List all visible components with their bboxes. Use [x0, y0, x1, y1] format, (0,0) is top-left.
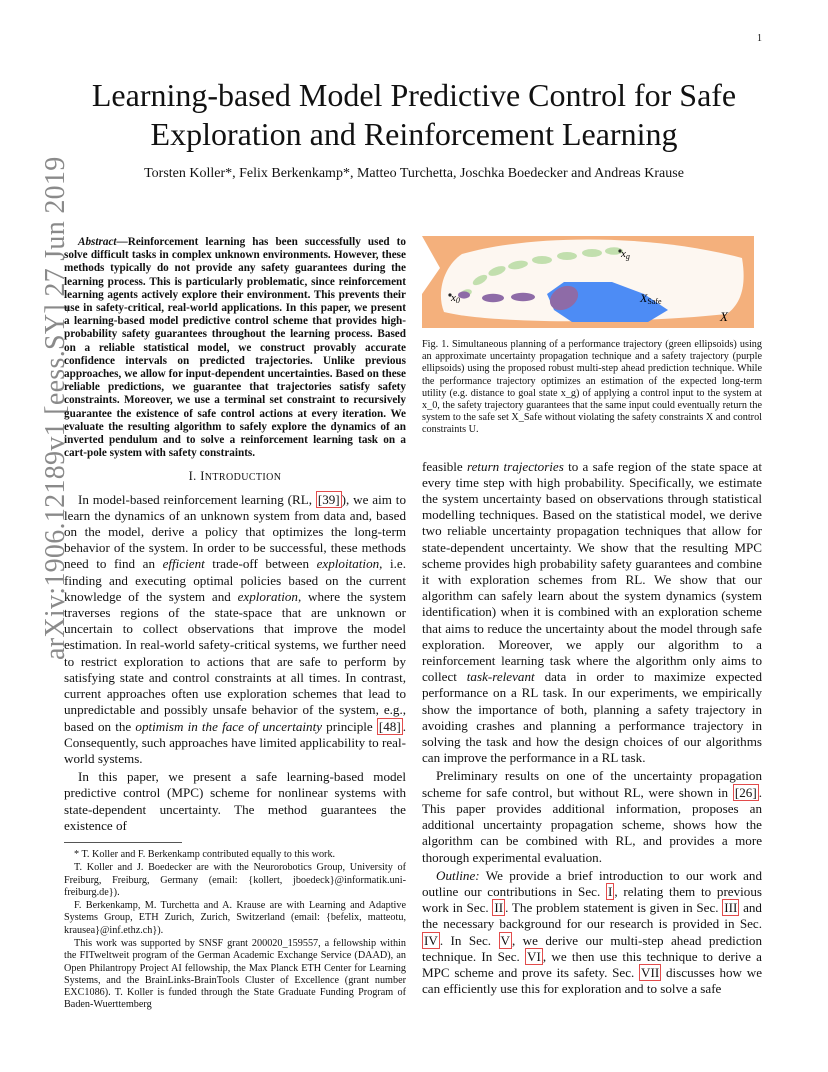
right-paragraph-1: [422, 459, 762, 767]
emphasis: optimism in the face of uncertainty: [135, 718, 323, 734]
emphasis: efficient: [162, 556, 205, 572]
abstract-text: —Reinforcement learning has been successfully used to solve difficult tasks in complex unknown environments. However, these methods typically do not provide any safety guarantees during the learning process. This is particularly problematic, since reinforcement learning agents actively explore their environment. This prevents their use in safety-critical, real-world applications. In this paper, we present a learning-based model predictive control scheme that provides high-probability safety guarantees throughout the learning process. Based on a reliable statistical model, we construct provably accurate confidence intervals on predicted trajectories. Unlike previous approaches, we allow for input-dependent uncertainties. Based on these reliable predictions, we guarantee that trajectories satisfy safety constraints. Moreover, we use a terminal set constraint to recursively guarantee the existence of safe control actions at every iteration. We evaluate the resulting algorithm to safely explore the dynamics of an inverted pendulum and to solve a reinforcement learning task on a cart-pole system with safety constraints.: [64, 236, 406, 460]
emphasis: exploration: [237, 588, 298, 604]
section-link-4[interactable]: IV: [424, 932, 438, 948]
text-run: and the necessary background for our research is provided in Sec.: [422, 900, 762, 932]
section-link-2[interactable]: II: [494, 900, 504, 916]
text-run: , i.e. finding and executing optimal policies based on the current knowledge of the system and: [64, 556, 406, 604]
citation-link-26[interactable]: [26]: [734, 784, 757, 800]
arxiv-identifier[interactable]: arXiv:1906.12189v1 [eess.SY] 27 Jun 2019: [40, 156, 71, 660]
abstract: [64, 236, 406, 460]
figure-safe-exploration: [422, 236, 754, 328]
left-column: [64, 236, 406, 1012]
footnote: F. Berkenkamp, M. Turchetta and A. Krause are with Learning and Adaptive Systems Group, ETH Zurich, Zurich, Switzerland (email: {befelix, matteotu, krausea}@inf.ethz.ch}).: [64, 900, 406, 936]
text-run: discusses how we can efficiently use this for exploration and to solve a safe: [422, 964, 763, 997]
text-run: . The problem statement is given in Sec.: [505, 900, 723, 916]
initial-state-label: x0: [451, 292, 460, 305]
emphasis: task-relevant: [466, 669, 535, 685]
figure-caption: Fig. 1. Simultaneous planning of a performance trajectory (green ellipsoids) using an approximate uncertainty propagation technique and a safety trajectory (purple ellipsoids) using the proposed robust multi-step ahead prediction technique. While the performance trajectory optimizes an estimation of the expected long-term utility (e.g. distance to goal state x_g) of applying a control input to the system at x_0, the safety trajectory guarantees that the same input could eventually return the system to the safe set X_Safe without violating the safety constraints X and control constraints U.: [422, 339, 762, 436]
footnote-rule: [64, 842, 182, 843]
author-list: Torsten Koller*, Felix Berkenkamp*, Matteo Turchetta, Joschka Boedecker and Andreas Krause: [144, 166, 684, 181]
text-run: trade-off between: [204, 556, 317, 572]
section-link-7[interactable]: VII: [641, 964, 660, 980]
emphasis: exploitation: [316, 556, 380, 572]
section-initial: I: [200, 469, 205, 484]
state-space-label: X: [720, 309, 728, 324]
section-heading-introduction: [64, 468, 406, 486]
text-run: . This paper provides additional information, proposes an additional uncertainty propagation scheme, shows how the algorithm can be combined with RL, and provides a more thorough experimental evaluation.: [422, 784, 762, 865]
emphasis: return trajectories: [466, 458, 564, 474]
page-number: 1: [757, 33, 762, 44]
footnote: This work was supported by SNSF grant 200020_159557, a fellowship within the FITweltweit program of the German Academic Exchange Service (DAAD), an Open Philantropy Project AI fellowship, the Max Planck ETH Center for Learning Systems, and the BrainLinks-BrainTools Cluster of Excellence (grant number EXC1086). T. Koller is funded through the State Graduate Funding Program of Baden-Wuerttemberg: [64, 938, 406, 1011]
text-run: . Consequently, such approaches have limited applicability to real-world systems.: [64, 718, 406, 766]
citation-link-48[interactable]: [48]: [378, 718, 401, 734]
right-paragraph-2: [422, 768, 762, 865]
text-run: data in order to maximize expected performance on a RL task. In our experiments, we empirically show the importance of both, planning a safety trajectory in avoiding crashes and planning a performance trajectory in solving the task and how the design choices of our algorithms can improve the performance in a RL task.: [422, 669, 762, 766]
text-run: to a safe region of the state space at every time step with high probability. Specifically, we estimate the system uncertainty based on observations through statistical modelling techniques. Based on the statistical model, we derive two reliable uncertainty propagation techniques that allow for state-dependent uncertainty. We show that the resulting MPC scheme provides high probability safety guarantees and combine it with exploration schemes from RL. We show that our algorithm can safely learn about the system dynamics (system identification) when it is combined with an exploration scheme that aims to reduce the uncertainty about the model through safe exploration. Moreover, we apply our algorithm to a reinforcement learning task where the algorithm only aims to collect: [422, 458, 762, 685]
text-run: We provide a brief introduction to our work and outline our contributions in Sec.: [422, 867, 762, 899]
right-body: [422, 459, 762, 998]
text-run: feasible: [422, 458, 467, 474]
safe-set-label: XSafe: [640, 291, 662, 306]
section-number: I.: [188, 469, 201, 484]
footnotes: [64, 849, 406, 1012]
text-run: . In Sec.: [439, 932, 499, 948]
section-rest: NTRODUCTION: [204, 472, 282, 484]
intro-paragraph-2: In this paper, we present a safe learning-based model predictive control (MPC) scheme for nonlinear systems with state-dependent uncertainty. The method guarantees the existence of: [64, 769, 406, 833]
goal-state-label: xg: [621, 248, 630, 261]
text-run: In model-based reinforcement learning (RL,: [78, 491, 316, 507]
section-link-5[interactable]: V: [500, 932, 510, 948]
abstract-label: Abstract: [78, 236, 117, 248]
text-run: principle: [322, 718, 377, 734]
title-block: [60, 76, 768, 182]
section-link-1[interactable]: I: [607, 883, 613, 899]
text-run: , we then use this technique to derive a MPC scheme and prove its safety. Sec.: [422, 948, 762, 980]
right-paragraph-3: [422, 868, 762, 998]
footnote: * T. Koller and F. Berkenkamp contributed equally to this work.: [74, 848, 336, 860]
text-run: , we derive our multi-step ahead prediction technique. In Sec.: [422, 932, 762, 964]
outline-label: Outline:: [436, 867, 480, 883]
text-run: Preliminary results on one of the uncertainty propagation scheme for safe control, but without RL, were shown in: [422, 768, 762, 800]
section-link-3[interactable]: III: [724, 900, 738, 916]
text-run: , where the system traverses regions of the state-space that are unknown or uncertain to collect observations that improve the model estimation. In real-world safety-critical systems, we further need to restrict exploration to actions that are safe to perform by satisfying state and control constraints at all times. In contrast, current approaches often use exploration schemes that lead to unpredictable and possibly unsafe behavior of the system, e.g., based on the: [64, 588, 406, 734]
title-line-2: Exploration and Reinforcement Learning: [150, 116, 678, 152]
text-run: ), we aim to learn the dynamics of an unknown system from data and, based on the model, derive a policy that optimizes the long-term behavior of the system. In order to be successful, these methods need to find an: [64, 491, 406, 572]
right-column: [422, 236, 762, 997]
citation-link-39[interactable]: [39]: [317, 491, 340, 507]
title-line-1: Learning-based Model Predictive Control for Safe: [91, 77, 737, 113]
footnote: T. Koller and J. Boedecker are with the Neurorobotics Group, University of Freiburg, Freiburg, Germany (email: {kollert, jboedeck}@informatik.uni-freiburg.de}).: [64, 862, 406, 898]
paper-title: [60, 76, 768, 154]
text-run: , relating them to previous work in Sec.: [422, 883, 762, 916]
section-link-6[interactable]: VI: [527, 948, 541, 964]
intro-paragraph-1: [64, 492, 406, 767]
